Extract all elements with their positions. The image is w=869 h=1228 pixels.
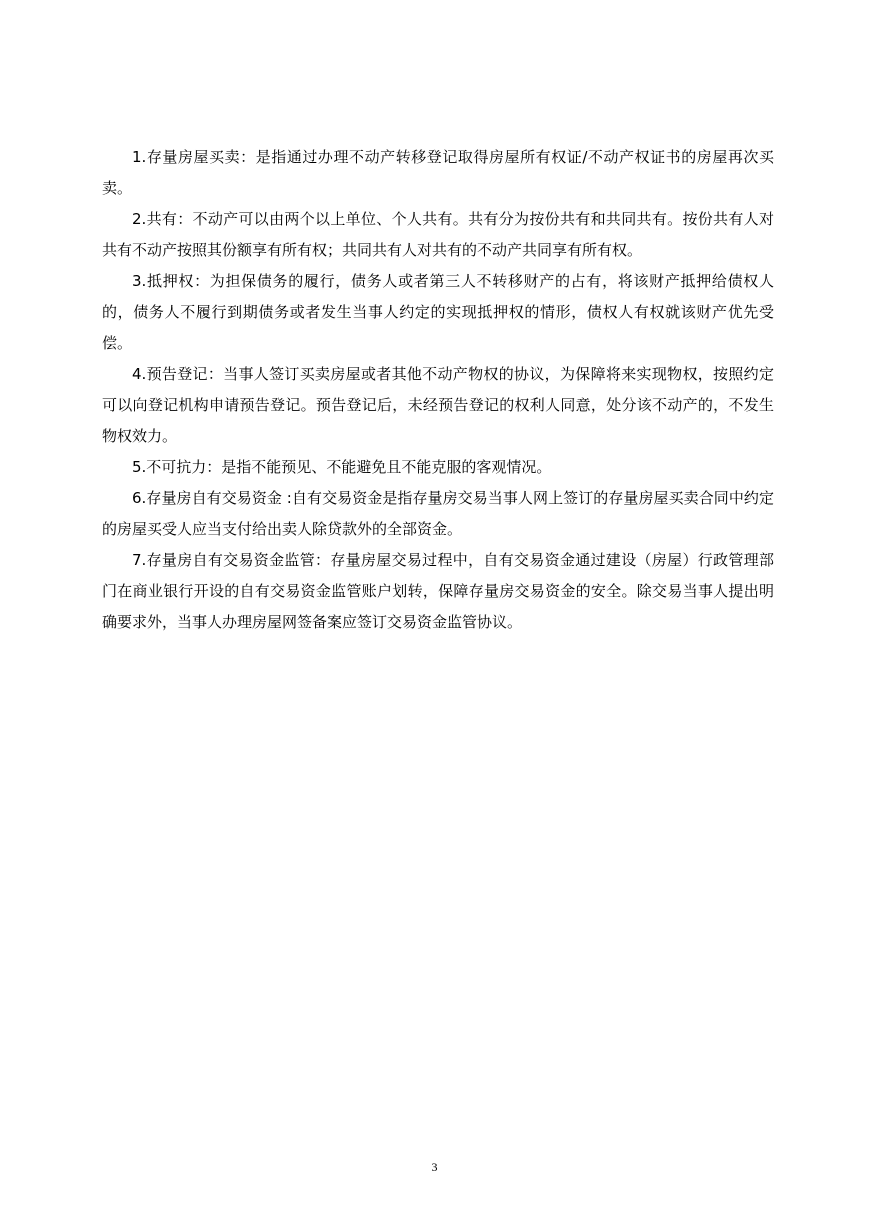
definition-paragraph-2: 2.共有：不动产可以由两个以上单位、个人共有。共有分为按份共有和共同共有。按份共有人对共有不动产按照其份额享有所有权；共同共有人对共有的不动产共同享有所有权。 [102,210,774,259]
definition-paragraph-1: 1.存量房屋买卖：是指通过办理不动产转移登记取得房屋所有权证/不动产权证书的房屋再次买卖。 [102,148,774,197]
definition-paragraph-5: 5.不可抗力：是指不能预见、不能避免且不能克服的客观情况。 [132,458,552,476]
definition-paragraph-6: 6.存量房自有交易资金 :自有交易资金是指存量房交易当事人网上签订的存量房屋买卖合同中约定的房屋买受人应当支付给出卖人除贷款外的全部资金。 [102,489,774,538]
definition-paragraph-4: 4.预告登记：当事人签订买卖房屋或者其他不动产物权的协议，为保障将来实现物权，按照约定可以向登记机构申请预告登记。预告登记后，未经预告登记的权利人同意，处分该不动产的，不发生物权效力。 [102,365,774,445]
page-number: 3 [431,1160,438,1174]
definition-paragraph-7: 7.存量房自有交易资金监管：存量房屋交易过程中，自有交易资金通过建设（房屋）行政管理部门在商业银行开设的自有交易资金监管账户划转，保障存量房交易资金的安全。除交易当事人提出明确要求外，当事人办理房屋网签备案应签订交易资金监管协议。 [102,551,774,631]
definitions-section [102,142,774,638]
definition-paragraph-3: 3.抵押权：为担保债务的履行，债务人或者第三人不转移财产的占有，将该财产抵押给债权人的，债务人不履行到期债务或者发生当事人约定的实现抵押权的情形，债权人有权就该财产优先受偿。 [102,272,774,352]
